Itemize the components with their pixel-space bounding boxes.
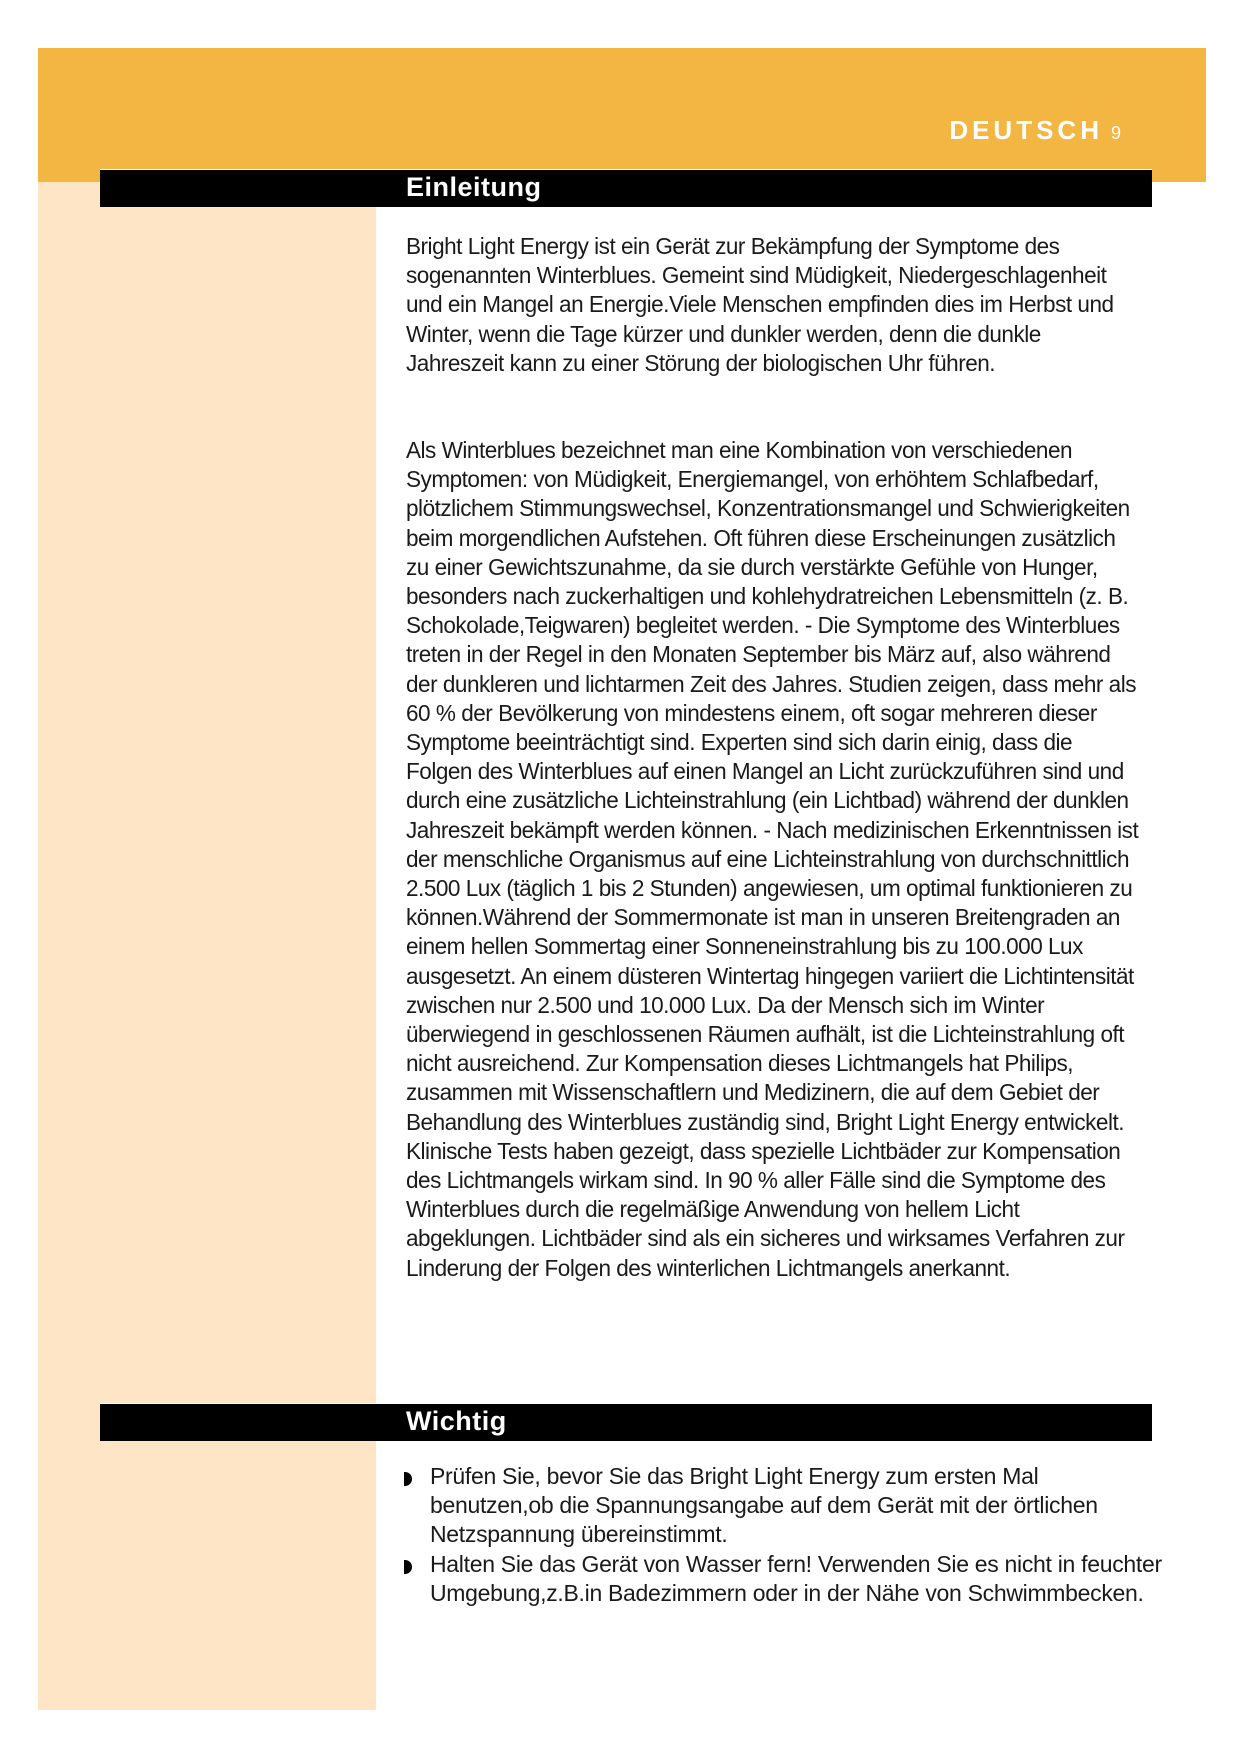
section-title-important: Wichtig [406, 1406, 507, 1436]
bullet-icon [404, 1560, 412, 1574]
list-item-text: Prüfen Sie, bevor Sie das Bright Light Energy zum ersten Mal benutzen,ob die Spannungsangabe auf dem Gerät mit der örtlichen Netzspannung übereinstimmt. [430, 1463, 1098, 1548]
list-item [404, 1462, 1164, 1550]
page-header [949, 115, 1121, 146]
side-column [38, 182, 376, 1710]
page-number: 9 [1110, 123, 1121, 143]
section-bar-important [100, 1403, 1152, 1441]
important-list [404, 1462, 1164, 1608]
intro-paragraph-1: Bright Light Energy ist ein Gerät zur Bekämpfung der Symptome des sogenannten Winterblues. Gemeint sind Müdigkeit, Niedergeschlagenheit und ein Mangel an Energie.Viele Menschen empfinden dies im Herbst und Winter, wenn die Tage kürzer und dunkler werden, denn die dunkle Jahreszeit kann zu einer Störung der biologischen Uhr führen. [406, 233, 1114, 376]
bullet-icon [404, 1472, 412, 1486]
intro-paragraph-2: Als Winterblues bezeichnet man eine Kombination von verschiedenen Symptomen: von Müdigkeit, Energiemangel, von erhöhtem Schlafbedarf, plötzlichem Stimmungswechsel, Konzentrationsmangel und Schwierigkeiten beim morgendlichen Aufstehen. Oft führen diese Erscheinungen zusätzlich zu einer Gewichtszunahme, da sie durch verstärkte Gefühle von Hunger, besonders nach zuckerhaltigen und kohlehydratreichen Lebensmitteln (z. B. Schokolade,Teigwaren) begleitet werden. - Die Symptome des Winterblues treten in der Regel in den Monaten September bis März auf, also während der dunkleren und lichtarmen Zeit des Jahres. Studien zeigen, dass mehr als 60 % der Bevölkerung von mindestens einem, oft sogar mehreren dieser Symptome beeinträchtigt sind. Experten sind sich darin einig, dass die Folgen des Winterblues auf einen Mangel an Licht zurückzuführen sind und durch eine zusätzliche Lichteinstrahlung (ein Lichtbad) während der dunklen Jahreszeit bekämpft werden können. - Nach medizinischen Erkenntnissen ist der menschliche Organismus auf eine Lichteinstrahlung von durchschnittlich 2.500 Lux (täglich 1 bis 2 Stunden) angewiesen, um optimal funktionieren zu können.Während der Sommermonate ist man in unseren Breitengraden an einem hellen Sommertag einer Sonneneinstrahlung bis zu 100.000 Lux ausgesetzt. An einem düsteren Wintertag hingegen variiert die Lichtintensität zwischen nur 2.500 und 10.000 Lux. Da der Mensch sich im Winter überwiegend in geschlossenen Räumen aufhält, ist die Lichteinstrahlung oft nicht ausreichend. Zur Kompensation dieses Lichtmangels hat Philips, zusammen mit Wissenschaftlern und Medizinern, die auf dem Gebiet der Behandlung des Winterblues zuständig sind, Bright Light Energy entwickelt. Klinische Tests haben gezeigt, dass spezielle Lichtbäder zur Kompensation des Lichtmangels wirkam sind. In 90 % aller Fälle sind die Symptome des Winterblues durch die regelmäßige Anwendung von hellem Licht abgeklungen. Lichtbäder sind als ein sicheres und wirksames Verfahren zur Linderung der Folgen des winterlichen Lichtmangels anerkannt. [406, 437, 1139, 1281]
section-bar-intro [100, 169, 1152, 207]
list-item-text: Halten Sie das Gerät von Wasser fern! Verwenden Sie es nicht in feuchter Umgebung,z.B.in Badezimmern oder in der Nähe von Schwimmbecken. [430, 1550, 1162, 1606]
list-item [404, 1550, 1164, 1608]
language-label: DEUTSCH [949, 115, 1103, 145]
section-title-intro: Einleitung [406, 172, 542, 202]
